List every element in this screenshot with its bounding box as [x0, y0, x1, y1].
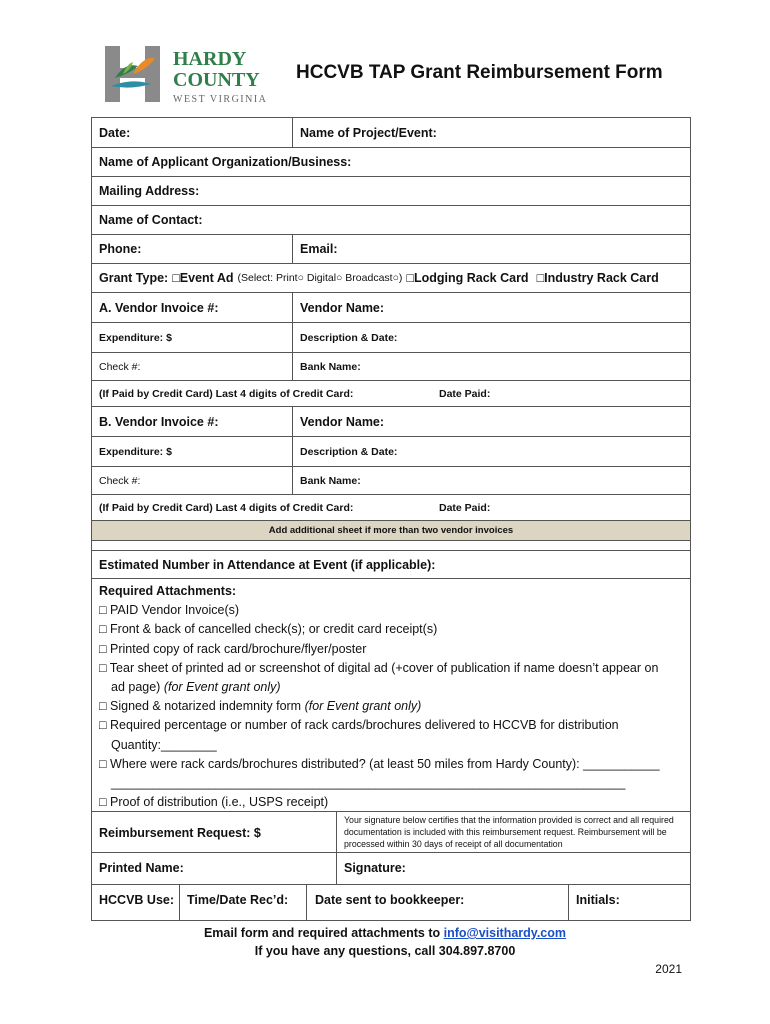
- vendor-a-invoice-field[interactable]: A. Vendor Invoice #:: [99, 300, 219, 315]
- vendor-b-bank-field[interactable]: Bank Name:: [292, 467, 690, 494]
- vendor-a-check-field[interactable]: Check #:: [99, 360, 141, 373]
- attachment-item[interactable]: □ Front & back of cancelled check(s); or credit card receipt(s): [99, 622, 438, 637]
- vendor-b-check-row: [92, 467, 690, 495]
- attachment-item[interactable]: □ Required percentage or number of rack cards/brochures delivered to HCCVB for distribution: [99, 718, 619, 733]
- vendor-a-expenditure-row: [92, 323, 690, 353]
- grant-type-row: [92, 264, 690, 293]
- vendor-b-check-field[interactable]: Check #:: [99, 474, 141, 487]
- attachments-section: [92, 579, 690, 812]
- applicant-row: [92, 148, 690, 177]
- printed-name-field[interactable]: Printed Name:: [99, 861, 184, 875]
- attendance-field[interactable]: Estimated Number in Attendance at Event (if applicable):: [99, 557, 436, 572]
- vendor-a-bank-field[interactable]: Bank Name:: [292, 353, 690, 380]
- reimbursement-row: [92, 812, 690, 853]
- contact-name-field[interactable]: Name of Contact:: [99, 213, 203, 227]
- attachment-item[interactable]: □ Proof of distribution (i.e., USPS receipt): [99, 795, 329, 810]
- logo-hardy-text: HARDY: [173, 48, 247, 70]
- time-received-field[interactable]: Time/Date Rec’d:: [179, 885, 306, 920]
- hccvb-use-label: HCCVB Use:: [99, 893, 175, 907]
- spacer-row: [92, 541, 690, 551]
- vendor-a-date-paid-field[interactable]: Date Paid:: [439, 387, 491, 400]
- mailing-row: [92, 177, 690, 206]
- reimbursement-form: [91, 117, 691, 921]
- page-title: HCCVB TAP Grant Reimbursement Form: [296, 62, 663, 83]
- grant-type-label: Grant Type:: [99, 271, 169, 285]
- vendor-b-invoice-row: [92, 407, 690, 437]
- attendance-row: [92, 551, 690, 579]
- form-year: 2021: [655, 962, 682, 976]
- certify-note: Your signature below certifies that the information provided is correct and all required documentation is included with this reimbursement request. Reimbursement will be processed within 30 days of receipt of all documentation: [336, 812, 690, 853]
- vendor-b-name-field[interactable]: Vendor Name:: [292, 407, 690, 436]
- quantity-field[interactable]: Quantity:________: [111, 737, 217, 752]
- email-link[interactable]: info@visithardy.com: [443, 926, 567, 940]
- attachment-note: (for Event grant only): [163, 680, 281, 695]
- attachment-item[interactable]: □ Tear sheet of printed ad or screenshot of digital ad (+cover of publication if name doesn’t appear on: [99, 660, 659, 675]
- media-select-options[interactable]: (Select: Print○ Digital○ Broadcast○): [237, 272, 403, 284]
- applicant-field[interactable]: Name of Applicant Organization/Business:: [99, 155, 352, 169]
- footer-phone-line: If you have any questions, call 304.897.8700: [254, 944, 516, 958]
- attachment-item[interactable]: [99, 697, 683, 716]
- attachment-note: (for Event grant only): [304, 699, 422, 714]
- vendor-b-credit-field[interactable]: (If Paid by Credit Card) Last 4 digits of Credit Card:: [99, 501, 354, 514]
- grant-type-cell: [92, 264, 690, 292]
- vendor-a-credit-row: [92, 381, 690, 407]
- contact-row: [92, 206, 690, 235]
- footer-email-line: [0, 926, 770, 940]
- additional-sheet-note: Add additional sheet if more than two vendor invoices: [268, 524, 514, 536]
- distribution-line[interactable]: __________________________________________________________________________: [111, 776, 626, 791]
- industry-rack-checkbox[interactable]: □Industry Rack Card: [536, 271, 659, 285]
- phone-field[interactable]: Phone:: [99, 242, 142, 256]
- attachment-item-continued: [99, 678, 683, 697]
- vendor-b-credit-row: [92, 495, 690, 521]
- initials-field[interactable]: Initials:: [568, 885, 690, 920]
- attachment-text: □ Signed & notarized indemnity form: [99, 699, 302, 714]
- footer-email-text: Email form and required attachments to: [203, 926, 444, 940]
- vendor-b-expenditure-row: [92, 437, 690, 467]
- attachments-heading: Required Attachments:: [99, 584, 237, 598]
- date-project-row: [92, 118, 690, 148]
- vendor-b-description-field[interactable]: Description & Date:: [292, 437, 690, 466]
- logo-county-text: COUNTY: [173, 69, 260, 91]
- logo-mark-icon: [103, 44, 278, 106]
- office-use-row: [92, 885, 690, 921]
- name-signature-row: [92, 852, 690, 885]
- attachment-item[interactable]: □ Printed copy of rack card/brochure/flyer/poster: [99, 641, 367, 656]
- phone-email-row: [92, 235, 690, 264]
- vendor-a-description-field[interactable]: Description & Date:: [292, 323, 690, 352]
- vendor-b-expenditure-field[interactable]: Expenditure: $: [99, 445, 172, 458]
- vendor-a-expenditure-field[interactable]: Expenditure: $: [99, 331, 172, 344]
- vendor-a-name-field[interactable]: Vendor Name:: [292, 293, 690, 322]
- event-ad-checkbox[interactable]: □Event Ad: [172, 271, 234, 285]
- vendor-a-invoice-row: [92, 293, 690, 323]
- reimbursement-field[interactable]: Reimbursement Request: $: [99, 825, 261, 840]
- project-field[interactable]: Name of Project/Event:: [292, 118, 690, 147]
- lodging-rack-checkbox[interactable]: □Lodging Rack Card: [406, 271, 529, 285]
- attachment-item[interactable]: □ Where were rack cards/brochures distributed? (at least 50 miles from Hardy County): ___________: [99, 756, 660, 771]
- additional-sheet-note-row: [92, 521, 690, 541]
- signature-field[interactable]: Signature:: [336, 853, 690, 884]
- vendor-a-check-row: [92, 353, 690, 381]
- hardy-county-logo: [103, 44, 278, 106]
- bookkeeper-date-field[interactable]: Date sent to bookkeeper:: [306, 885, 568, 920]
- mailing-address-field[interactable]: Mailing Address:: [99, 184, 200, 198]
- attachment-item[interactable]: □ PAID Vendor Invoice(s): [99, 603, 240, 618]
- logo-wv-text: WEST VIRGINIA: [173, 94, 268, 105]
- date-field[interactable]: Date:: [99, 125, 131, 140]
- vendor-a-credit-field[interactable]: (If Paid by Credit Card) Last 4 digits of Credit Card:: [99, 387, 354, 400]
- vendor-b-date-paid-field[interactable]: Date Paid:: [439, 501, 491, 514]
- email-field[interactable]: Email:: [292, 235, 690, 263]
- vendor-b-invoice-field[interactable]: B. Vendor Invoice #:: [99, 414, 219, 429]
- attachment-text: ad page): [111, 680, 161, 695]
